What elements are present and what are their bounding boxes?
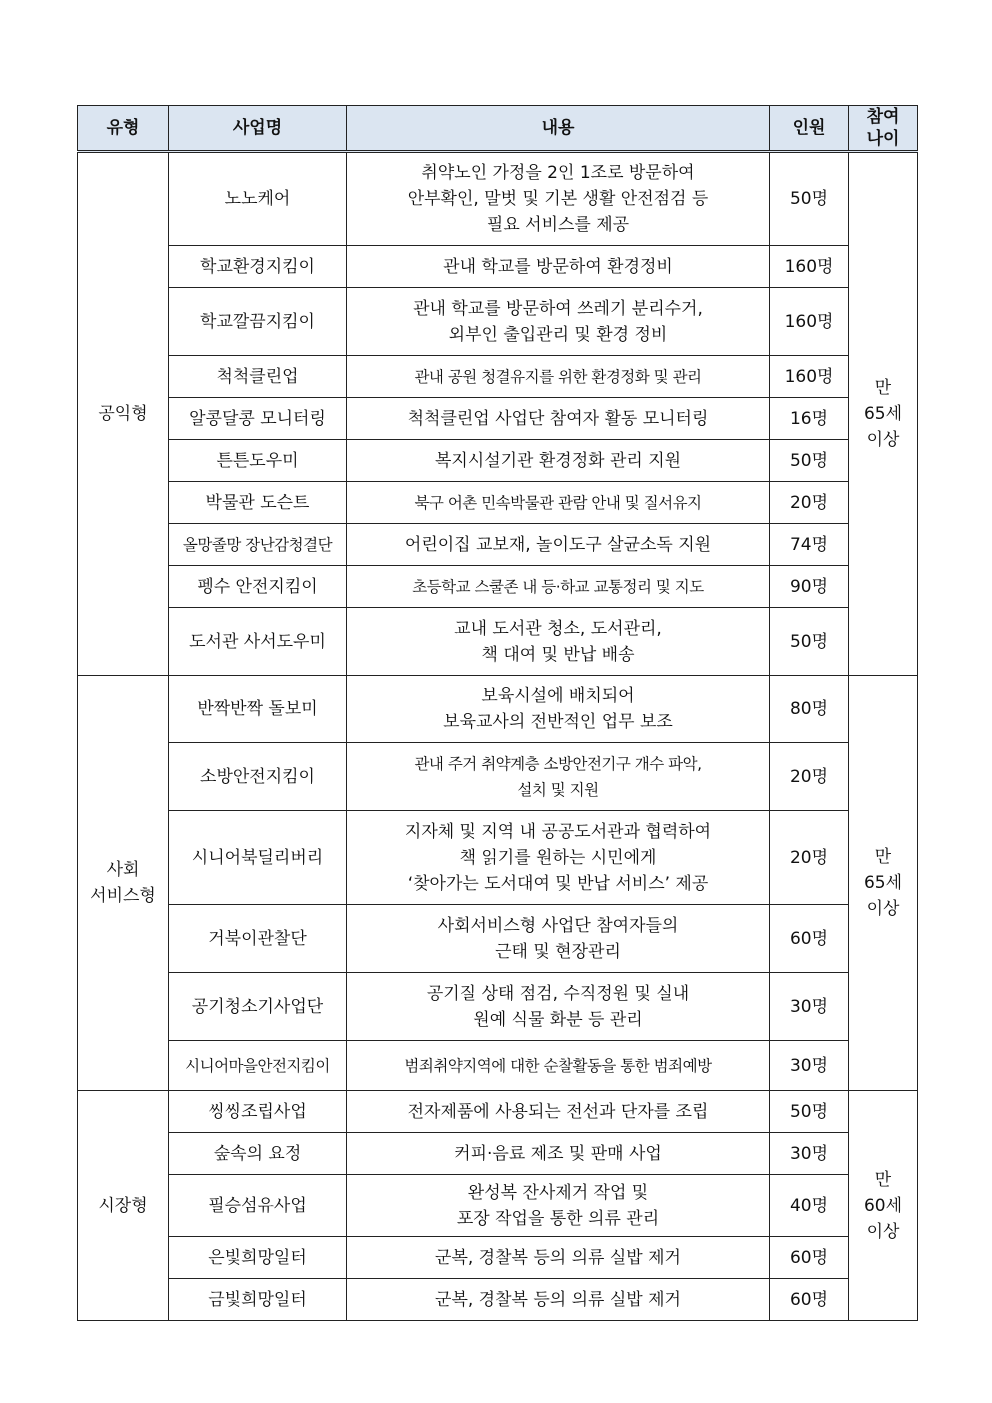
count-cell: 90명 <box>770 566 849 608</box>
content-cell: 공기질 상태 점검, 수직정원 및 실내 원예 식물 화분 등 관리 <box>347 973 770 1041</box>
project-cell: 금빛희망일터 <box>169 1279 347 1321</box>
project-cell: 알콩달콩 모니터링 <box>169 398 347 440</box>
project-cell: 공기청소기사업단 <box>169 973 347 1041</box>
table-row <box>78 1091 918 1133</box>
table-row <box>78 440 918 482</box>
project-cell: 씽씽조립사업 <box>169 1091 347 1133</box>
table-row <box>78 676 918 743</box>
content-cell: 범죄취약지역에 대한 순찰활동을 통한 범죄예방 <box>347 1041 770 1091</box>
content-cell: 관내 학교를 방문하여 환경정비 <box>347 246 770 288</box>
count-cell: 80명 <box>770 676 849 743</box>
count-cell: 20명 <box>770 743 849 811</box>
content-cell: 보육시설에 배치되어 보육교사의 전반적인 업무 보조 <box>347 676 770 743</box>
table-row <box>78 1279 918 1321</box>
age-cell: 만 65세 이상 <box>849 152 918 676</box>
project-cell: 필승섬유사업 <box>169 1175 347 1237</box>
table-row <box>78 1041 918 1091</box>
content-cell: 초등학교 스쿨존 내 등·하교 교통정리 및 지도 <box>347 566 770 608</box>
content-cell: 복지시설기관 환경정화 관리 지원 <box>347 440 770 482</box>
project-cell: 튼튼도우미 <box>169 440 347 482</box>
header-age: 참여 나이 <box>849 106 918 152</box>
count-cell: 30명 <box>770 973 849 1041</box>
count-cell: 20명 <box>770 482 849 524</box>
table-row <box>78 743 918 811</box>
header-project: 사업명 <box>169 106 347 152</box>
project-cell: 올망졸망 장난감청결단 <box>169 524 347 566</box>
project-cell: 반짝반짝 돌보미 <box>169 676 347 743</box>
header-content: 내용 <box>347 106 770 152</box>
content-cell: 군복, 경찰복 등의 의류 실밥 제거 <box>347 1237 770 1279</box>
project-cell: 시니어마을안전지킴이 <box>169 1041 347 1091</box>
content-cell: 완성복 잔사제거 작업 및 포장 작업을 통한 의류 관리 <box>347 1175 770 1237</box>
count-cell: 60명 <box>770 905 849 973</box>
table-row <box>78 246 918 288</box>
count-cell: 160명 <box>770 288 849 356</box>
content-cell: 어린이집 교보재, 놀이도구 살균소독 지원 <box>347 524 770 566</box>
table-row <box>78 482 918 524</box>
project-cell: 거북이관찰단 <box>169 905 347 973</box>
table-row <box>78 1133 918 1175</box>
content-cell: 전자제품에 사용되는 전선과 단자를 조립 <box>347 1091 770 1133</box>
content-cell: 취약노인 가정을 2인 1조로 방문하여 안부확인, 말벗 및 기본 생활 안전점검 등 필요 서비스를 제공 <box>347 152 770 246</box>
table-row <box>78 524 918 566</box>
table-row <box>78 905 918 973</box>
count-cell: 40명 <box>770 1175 849 1237</box>
count-cell: 160명 <box>770 246 849 288</box>
project-cell: 박물관 도슨트 <box>169 482 347 524</box>
project-cell: 은빛희망일터 <box>169 1237 347 1279</box>
content-cell: 사회서비스형 사업단 참여자들의 근태 및 현장관리 <box>347 905 770 973</box>
count-cell: 30명 <box>770 1041 849 1091</box>
program-table <box>77 105 918 1321</box>
count-cell: 20명 <box>770 811 849 905</box>
count-cell: 60명 <box>770 1237 849 1279</box>
project-cell: 시니어북딜리버리 <box>169 811 347 905</box>
header-type: 유형 <box>78 106 169 152</box>
content-cell: 군복, 경찰복 등의 의류 실밥 제거 <box>347 1279 770 1321</box>
project-cell: 숲속의 요정 <box>169 1133 347 1175</box>
header-count: 인원 <box>770 106 849 152</box>
count-cell: 30명 <box>770 1133 849 1175</box>
count-cell: 50명 <box>770 440 849 482</box>
content-cell: 관내 주거 취약계층 소방안전기구 개수 파악, 설치 및 지원 <box>347 743 770 811</box>
count-cell: 50명 <box>770 1091 849 1133</box>
group-type-cell: 공익형 <box>78 152 169 676</box>
content-cell: 지자체 및 지역 내 공공도서관과 협력하여 책 읽기를 원하는 시민에게 ‘찾아가는 도서대여 및 반납 서비스’ 제공 <box>347 811 770 905</box>
age-cell: 만 60세 이상 <box>849 1091 918 1321</box>
project-cell: 도서관 사서도우미 <box>169 608 347 676</box>
table-row <box>78 398 918 440</box>
table-row <box>78 811 918 905</box>
project-cell: 소방안전지킴이 <box>169 743 347 811</box>
content-cell: 북구 어촌 민속박물관 관람 안내 및 질서유지 <box>347 482 770 524</box>
count-cell: 160명 <box>770 356 849 398</box>
group-type-cell: 시장형 <box>78 1091 169 1321</box>
table-row <box>78 288 918 356</box>
project-cell: 노노케어 <box>169 152 347 246</box>
table-row <box>78 356 918 398</box>
project-cell: 학교환경지킴이 <box>169 246 347 288</box>
table-row <box>78 152 918 246</box>
count-cell: 74명 <box>770 524 849 566</box>
content-cell: 척척클린업 사업단 참여자 활동 모니터링 <box>347 398 770 440</box>
count-cell: 50명 <box>770 152 849 246</box>
project-cell: 척척클린업 <box>169 356 347 398</box>
age-cell: 만 65세 이상 <box>849 676 918 1091</box>
content-cell: 교내 도서관 청소, 도서관리, 책 대여 및 반납 배송 <box>347 608 770 676</box>
project-cell: 펭수 안전지킴이 <box>169 566 347 608</box>
table-row <box>78 1237 918 1279</box>
table-row <box>78 1175 918 1237</box>
count-cell: 16명 <box>770 398 849 440</box>
content-cell: 관내 학교를 방문하여 쓰레기 분리수거, 외부인 출입관리 및 환경 정비 <box>347 288 770 356</box>
content-cell: 관내 공원 청결유지를 위한 환경정화 및 관리 <box>347 356 770 398</box>
count-cell: 50명 <box>770 608 849 676</box>
group-type-cell: 사회 서비스형 <box>78 676 169 1091</box>
project-cell: 학교깔끔지킴이 <box>169 288 347 356</box>
table-row <box>78 973 918 1041</box>
count-cell: 60명 <box>770 1279 849 1321</box>
table-row <box>78 608 918 676</box>
content-cell: 커피·음료 제조 및 판매 사업 <box>347 1133 770 1175</box>
table-row <box>78 566 918 608</box>
header-row <box>78 106 918 152</box>
